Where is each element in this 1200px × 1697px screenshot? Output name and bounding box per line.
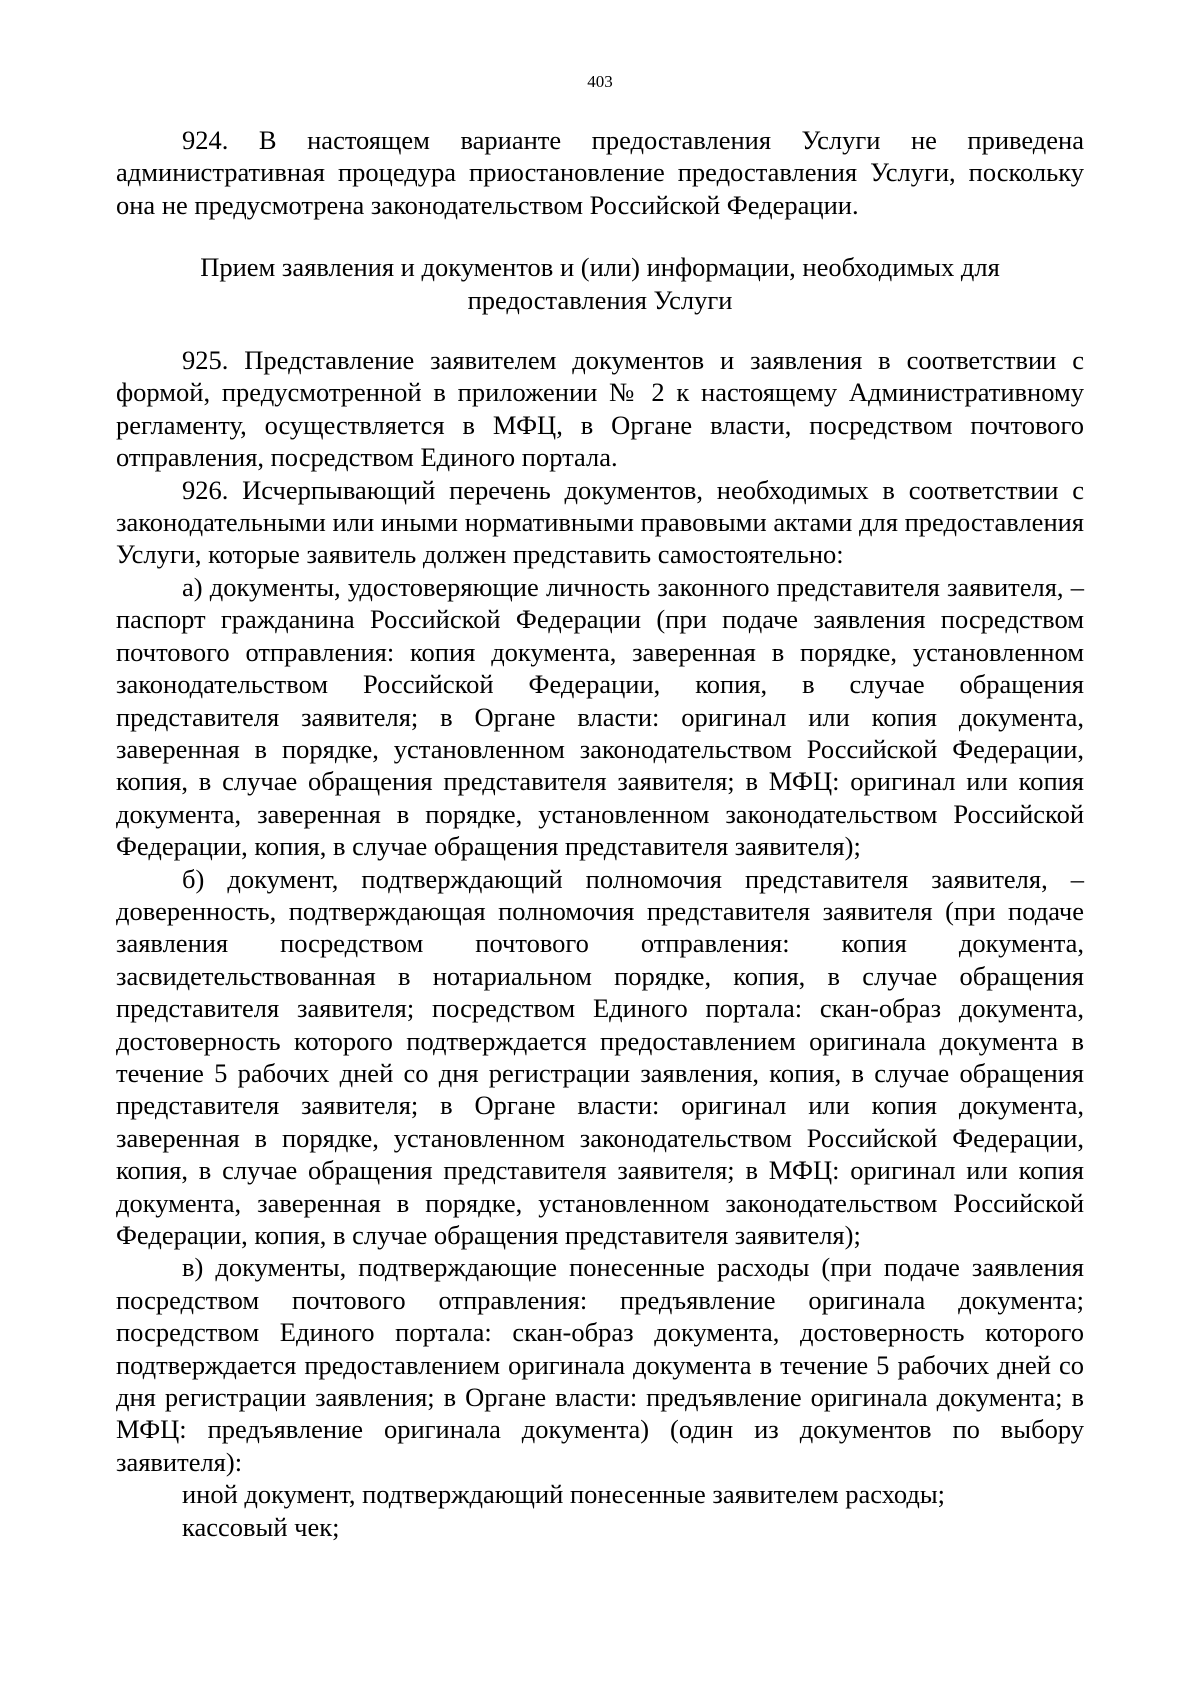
section-heading: Прием заявления и документов и (или) информации, необходимых для предоставления Услуги	[200, 252, 1000, 315]
list-line-other-document: иной документ, подтверждающий понесенные заявителем расходы;	[182, 1479, 946, 1510]
paragraph-925: 925. Представление заявителем документов и заявления в соответствии с формой, предусмотренной в приложении № 2 к настоящему Административному регламенту, осуществляется в МФЦ, в Органе власти, посредством почтового отправления, посредством Единого портала.	[116, 345, 1084, 473]
document-body	[116, 124, 1084, 1543]
list-item-b: б) документ, подтверждающий полномочия представителя заявителя, – доверенность, подтверждающая полномочия представителя заявителя (при подаче заявления посредством почтового отправления: копия документа, засвидетельствованная в нотариальном порядке, копия, в случае обращения представителя заявителя; посредством Единого портала: скан-образ документа, достоверность которого подтверждается предоставлением оригинала документа в течение 5 рабочих дней со дня регистрации заявления, копия, в случае обращения представителя заявителя; в Органе власти: оригинал или копия документа, заверенная в порядке, установленном законодательством Российской Федерации, копия, в случае обращения представителя заявителя; в МФЦ: оригинал или копия документа, заверенная в порядке, установленном законодательством Российской Федерации, копия, в случае обращения представителя заявителя);	[116, 863, 1084, 1250]
list-line-cash-receipt: кассовый чек;	[182, 1511, 340, 1542]
page-number: 403	[587, 72, 613, 91]
list-item-v: в) документы, подтверждающие понесенные расходы (при подаче заявления посредством почтового отправления: предъявление оригинала документа; посредством Единого портала: скан-образ документа, достоверность которого подтверждается предоставлением оригинала документа в течение 5 рабочих дней со дня регистрации заявления; в Органе власти: предъявление оригинала документа; в МФЦ: предъявление оригинала документа) (один из документов по выбору заявителя):	[116, 1252, 1084, 1477]
paragraph-924: 924. В настоящем варианте предоставления Услуги не приведена административная процедура приостановление предоставления Услуги, поскольку она не предусмотрена законодательством Российской Федерации.	[116, 125, 1084, 220]
list-item-a: а) документы, удостоверяющие личность законного представителя заявителя, – паспорт гражданина Российской Федерации (при подаче заявления посредством почтового отправления: копия документа, заверенная в порядке, установленном законодательством Российской Федерации, копия, в случае обращения представителя заявителя; в Органе власти: оригинал или копия документа, заверенная в порядке, установленном законодательством Российской Федерации, копия, в случае обращения представителя заявителя; в МФЦ: оригинал или копия документа, заверенная в порядке, установленном законодательством Российской Федерации, копия, в случае обращения представителя заявителя);	[116, 571, 1084, 862]
paragraph-926: 926. Исчерпывающий перечень документов, необходимых в соответствии с законодательными или иными нормативными правовыми актами для предоставления Услуги, которые заявитель должен представить самостоятельно:	[116, 474, 1084, 570]
